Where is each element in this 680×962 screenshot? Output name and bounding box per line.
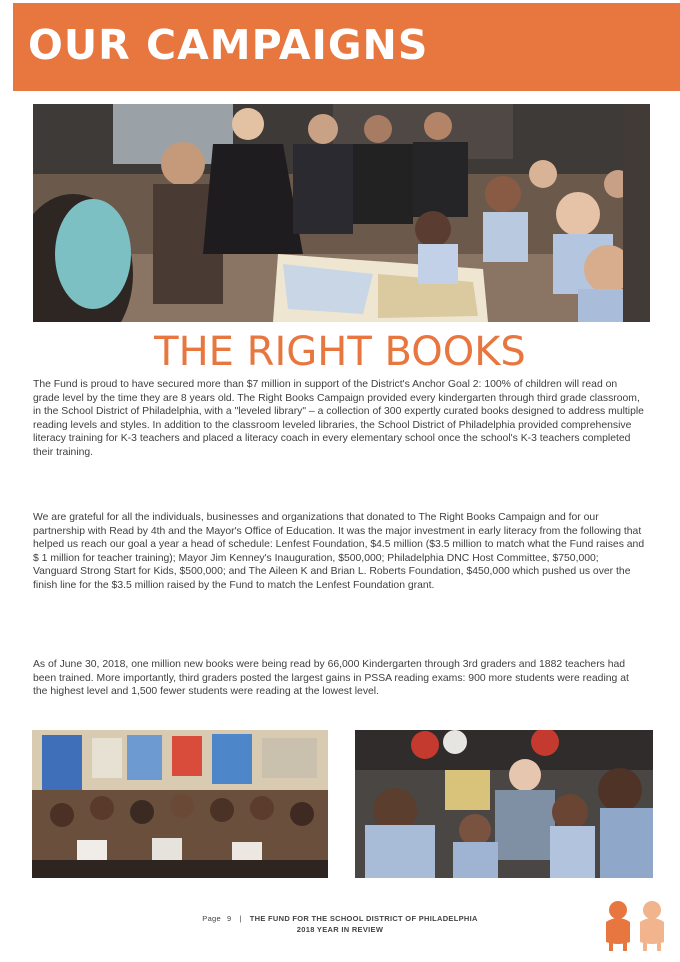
footer-page-number: 9 bbox=[226, 914, 232, 923]
body-paragraph-3: As of June 30, 2018, one million new books were being read by 66,000 Kindergarten through 3rd graders and 1882 teachers had been trained. More importantly, third graders posted the largest gains in PSSA reading exams: 900 more students were reading at the highest level and 1,500 fewer students were reading at the lowest level. bbox=[33, 659, 629, 698]
page-title: OUR CAMPAIGNS bbox=[28, 21, 429, 69]
footer-separator: | bbox=[239, 914, 242, 923]
page-footer bbox=[150, 914, 530, 935]
footer-report-title: 2018 YEAR IN REVIEW bbox=[296, 924, 384, 934]
logo-figure-dark bbox=[606, 901, 630, 951]
logo-icon bbox=[600, 898, 672, 952]
logo-figure-light bbox=[640, 901, 664, 951]
classroom-photo bbox=[32, 730, 328, 878]
section-title: THE RIGHT BOOKS bbox=[154, 329, 526, 375]
body-paragraph-1: The Fund is proud to have secured more than $7 million in support of the District's Anchor Goal 2: 100% of children will read on grade level by the time they are 8 years old. The Right Books Campaign provided every kindergarten through third grade classroom, in the School District of Philadelphia, with a "leveled library" – a collection of 300 expertly curated books designed to address multiple reading levels and styles. In addition to the classroom leveled libraries, the School District of Philadelphia provided comprehensive literacy training for K-3 teachers and placed a literacy coach in every elementary school once the school's K-3 teachers completed their training. bbox=[33, 379, 644, 458]
hero-photo bbox=[33, 104, 650, 322]
footer-org-name: THE FUND FOR THE SCHOOL DISTRICT OF PHILADELPHIA bbox=[249, 914, 478, 923]
header-banner bbox=[13, 3, 680, 91]
body-paragraph-2: We are grateful for all the individuals, businesses and organizations that donated to The Right Books Campaign and for our partnership with Read by 4th and the Mayor's Office of Education. It was the major investment in early literacy from the following that helped us reach our goal a year a head of schedule: Lenfest Foundation, $4.5 million ($3.5 million to match what the Fund raises and $ 1 million for teacher training); Mayor Jim Kenney's Inauguration, $500,000; Philadelphia DNC Host Committee, $750,000; Vanguard Strong Start for Kids, $500,000; and The Aileen K and Brian L. Roberts Foundation, $450,000 which pushed us over the finish line for the $3.5 million raised by the Fund to match the Lenfest Foundation grant. bbox=[33, 512, 645, 591]
footer-page-label: Page bbox=[202, 914, 221, 923]
footer-line-1 bbox=[150, 914, 530, 925]
reading-photo bbox=[355, 730, 653, 878]
